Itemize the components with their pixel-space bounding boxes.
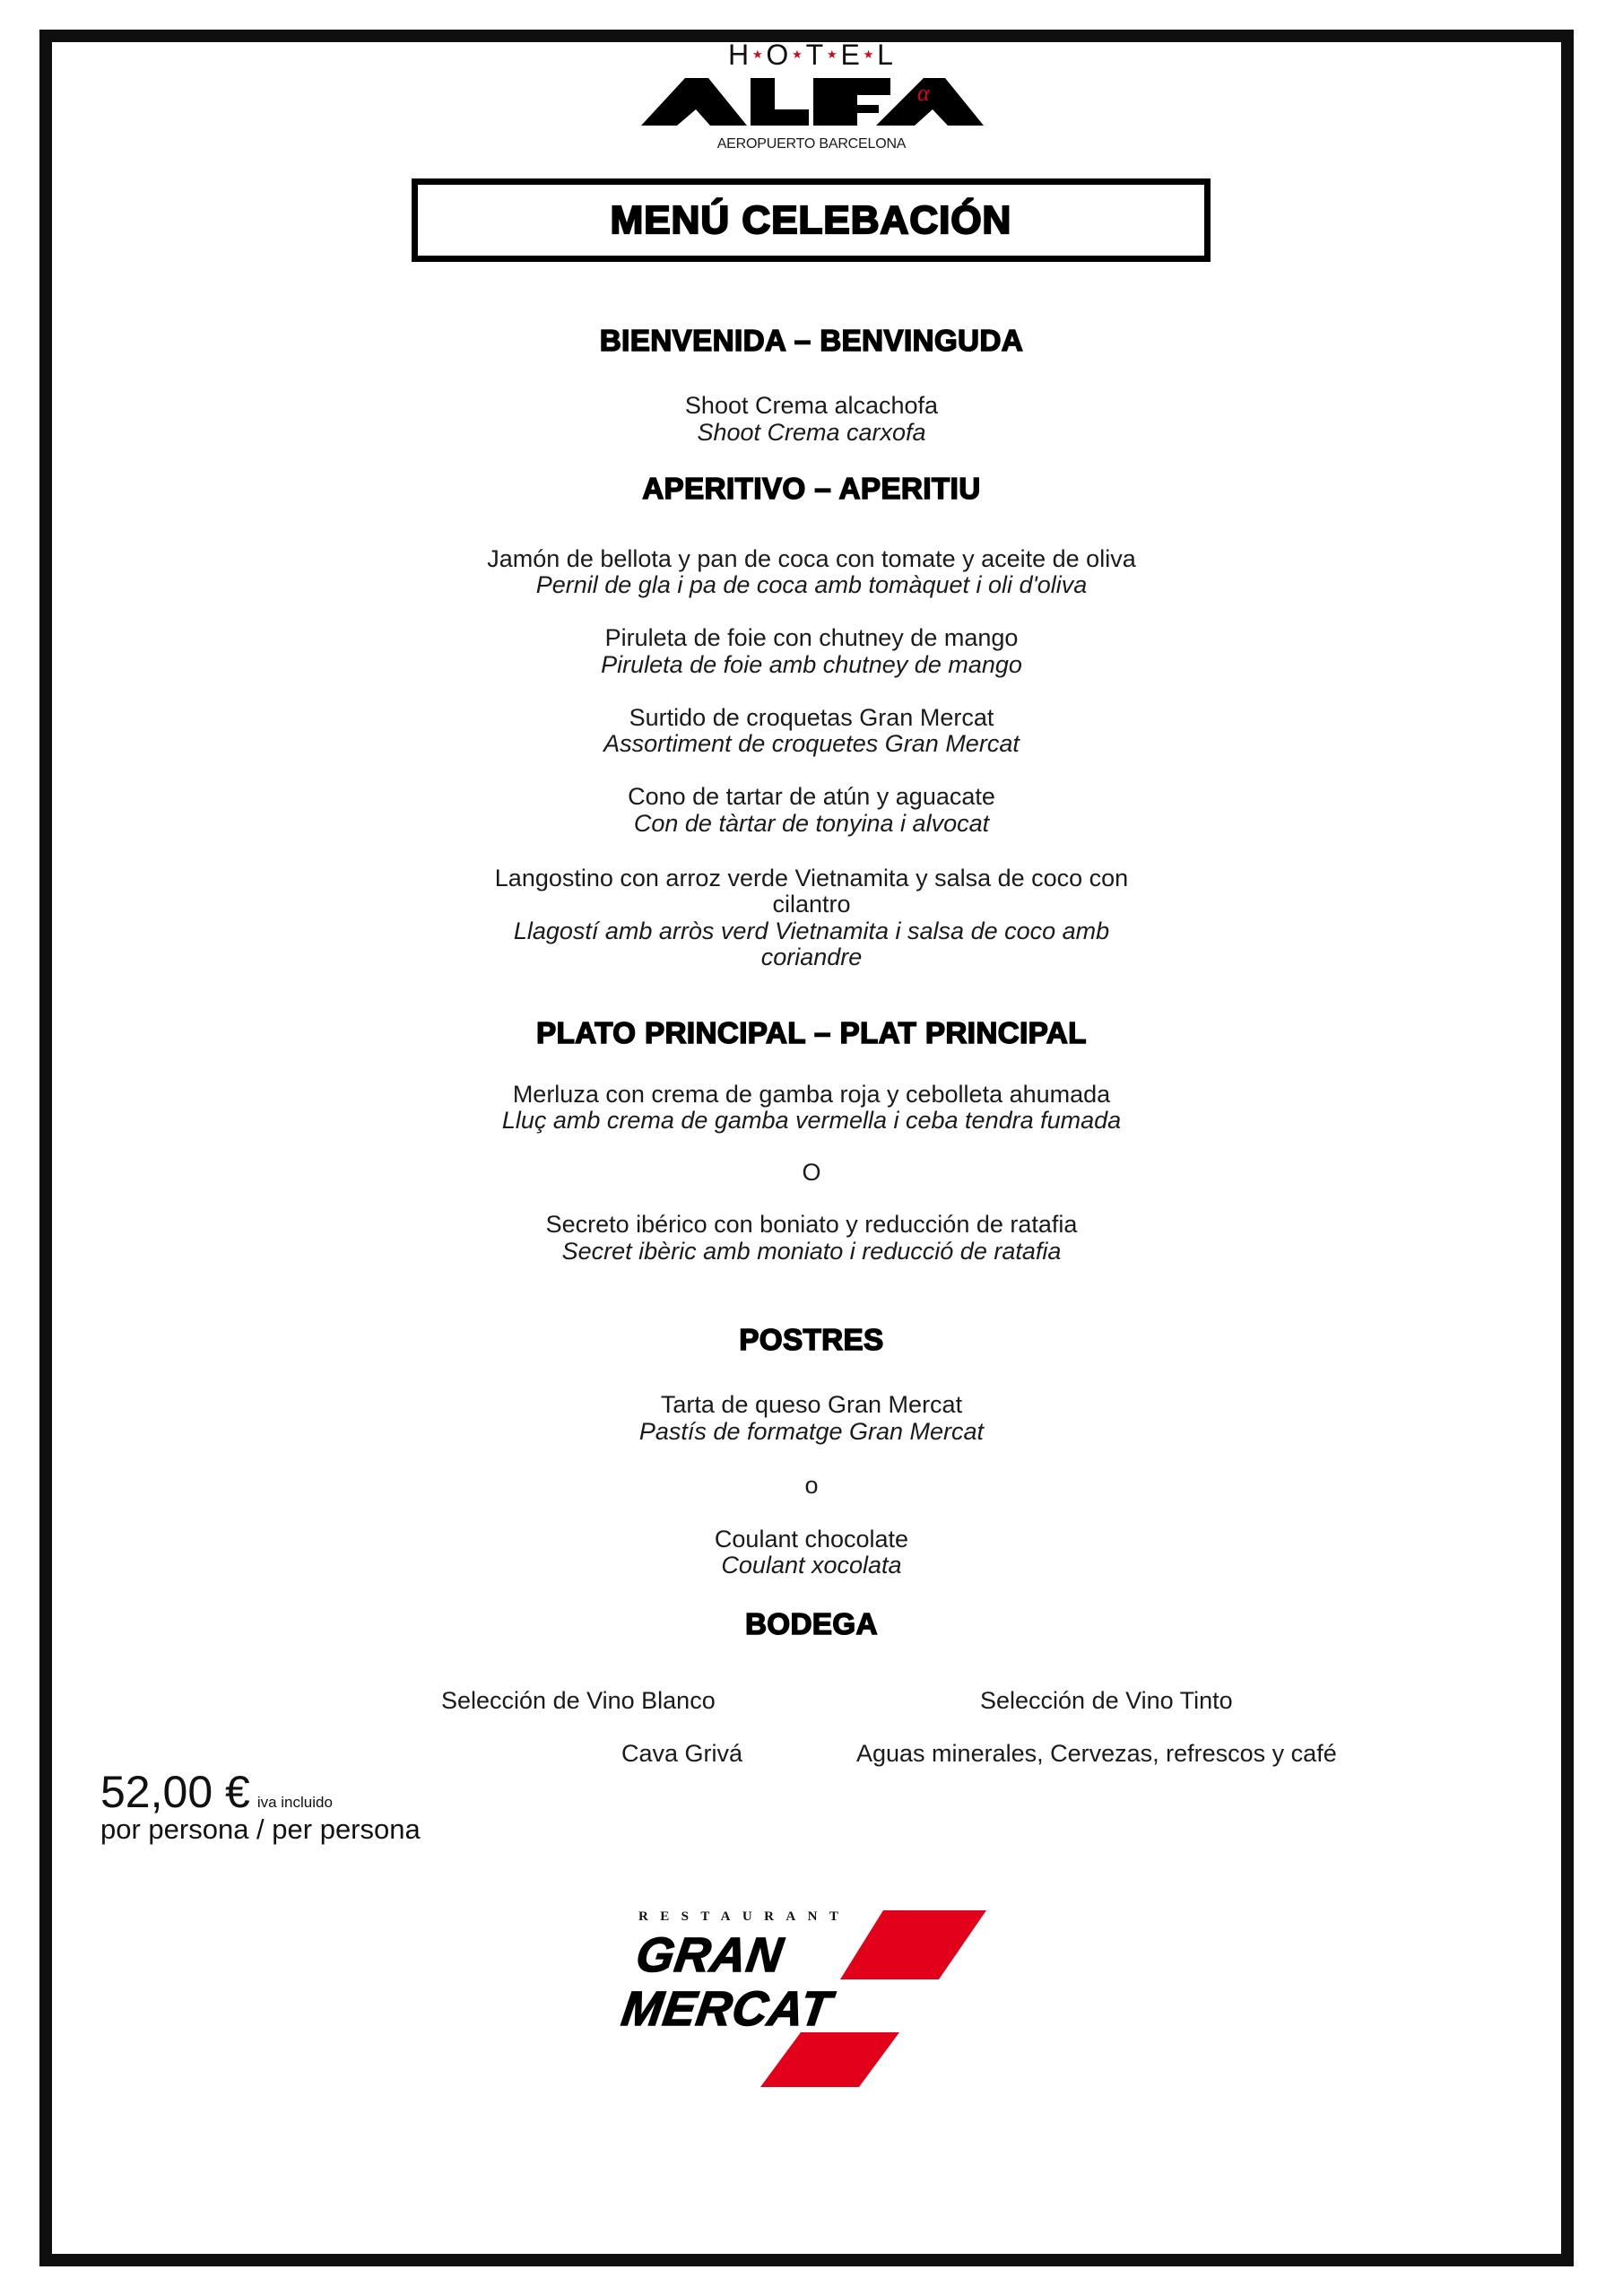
hotel-letter: T [805,39,824,71]
menu-item-es: Piruleta de foie con chutney de mango [604,624,1019,651]
menu-item-es: Cono de tartar de atún y aguacate [628,783,995,810]
red-wine-label: Selección de Vino Tinto [980,1687,1233,1714]
hotel-letter: L [877,39,893,71]
star-icon: ★ [863,48,874,61]
hotel-letter: H [728,39,750,71]
menu-item-es: Langostino con arroz verde Vietnamita y salsa de coco con [494,865,1129,891]
star-icon: ★ [792,48,803,61]
cava-label: Cava Grivá [621,1740,743,1767]
menu-item-es: Coulant chocolate [714,1526,909,1552]
menu-item-es-cont: cilantro [772,891,851,918]
menu-item-es: Merluza con crema de gamba roja y cebolleta ahumada [512,1081,1111,1108]
menu-item-es: Surtido de croquetas Gran Mercat [629,704,994,731]
alfa-logo-icon [638,77,988,127]
tax-note: iva incluido [256,1794,333,1811]
menu-item-ca: Llagostí amb arròs verd Vietnamita i salsa de coco amb [513,918,1110,944]
drinks-label: Aguas minerales, Cervezas, refrescos y café [856,1740,1337,1767]
menu-item-ca: Piruleta de foie amb chutney de mango [601,651,1022,678]
menu-item-es: Shoot Crema alcachofa [684,392,939,419]
white-wine-label: Selección de Vino Blanco [441,1687,716,1714]
menu-item-ca: Assortiment de croquetes Gran Mercat [603,730,1020,757]
price-amount: 52,00 € [100,1767,250,1817]
per-person-label: por persona / per persona [100,1813,421,1845]
hotel-letter: E [840,39,860,71]
menu-item-es: Tarta de queso Gran Mercat [660,1391,963,1418]
section-heading-main: PLATO PRINCIPAL – PLAT PRINCIPAL [536,1016,1087,1049]
menu-item-ca: Shoot Crema carxofa [697,419,926,446]
section-heading-welcome: BIENVENIDA – BENVINGUDA [599,324,1024,357]
hotel-subtitle: AEROPUERTO BARCELONA [716,136,907,152]
star-icon: ★ [827,48,838,61]
menu-item-ca-cont: coriandre [760,944,863,970]
gran-mercat-logo [619,1906,995,2094]
gran-wordmark: GRAN [632,1928,787,1982]
menu-item-es: Secreto ibérico con boniato y reducción de ratafia [545,1211,1078,1238]
star-icon: ★ [751,48,763,61]
menu-item-es: Jamón de bellota y pan de coca con tomate y aceite de oliva [487,545,1136,572]
hotel-wordmark [728,39,893,71]
menu-title-box [412,178,1211,262]
section-heading-desserts: POSTRES [739,1323,884,1356]
menu-item-ca: Con de tàrtar de tonyina i alvocat [633,810,990,837]
choice-separator: O [802,1159,821,1186]
menu-item-ca: Pastís de formatge Gran Mercat [638,1418,985,1445]
section-heading-cellar: BODEGA [745,1607,878,1640]
menu-item-ca: Lluç amb crema de gamba vermella i ceba tendra fumada [501,1107,1122,1134]
menu-item-ca: Pernil de gla i pa de coca amb tomàquet i oli d'oliva [535,571,1088,598]
section-heading-appetizer: APERITIVO – APERITIU [642,472,981,505]
restaurant-label: RESTAURANT [638,1909,851,1924]
hotel-letter: O [766,39,789,71]
menu-item-ca: Coulant xocolata [721,1552,902,1578]
mercat-wordmark: MERCAT [618,1982,836,2036]
alpha-symbol: α [917,80,930,106]
menu-item-ca: Secret ibèric amb moniato i reducció de ratafia [561,1238,1062,1265]
choice-separator: o [804,1472,819,1499]
page-title: MENÚ CELEBACIÓN [610,197,1012,242]
